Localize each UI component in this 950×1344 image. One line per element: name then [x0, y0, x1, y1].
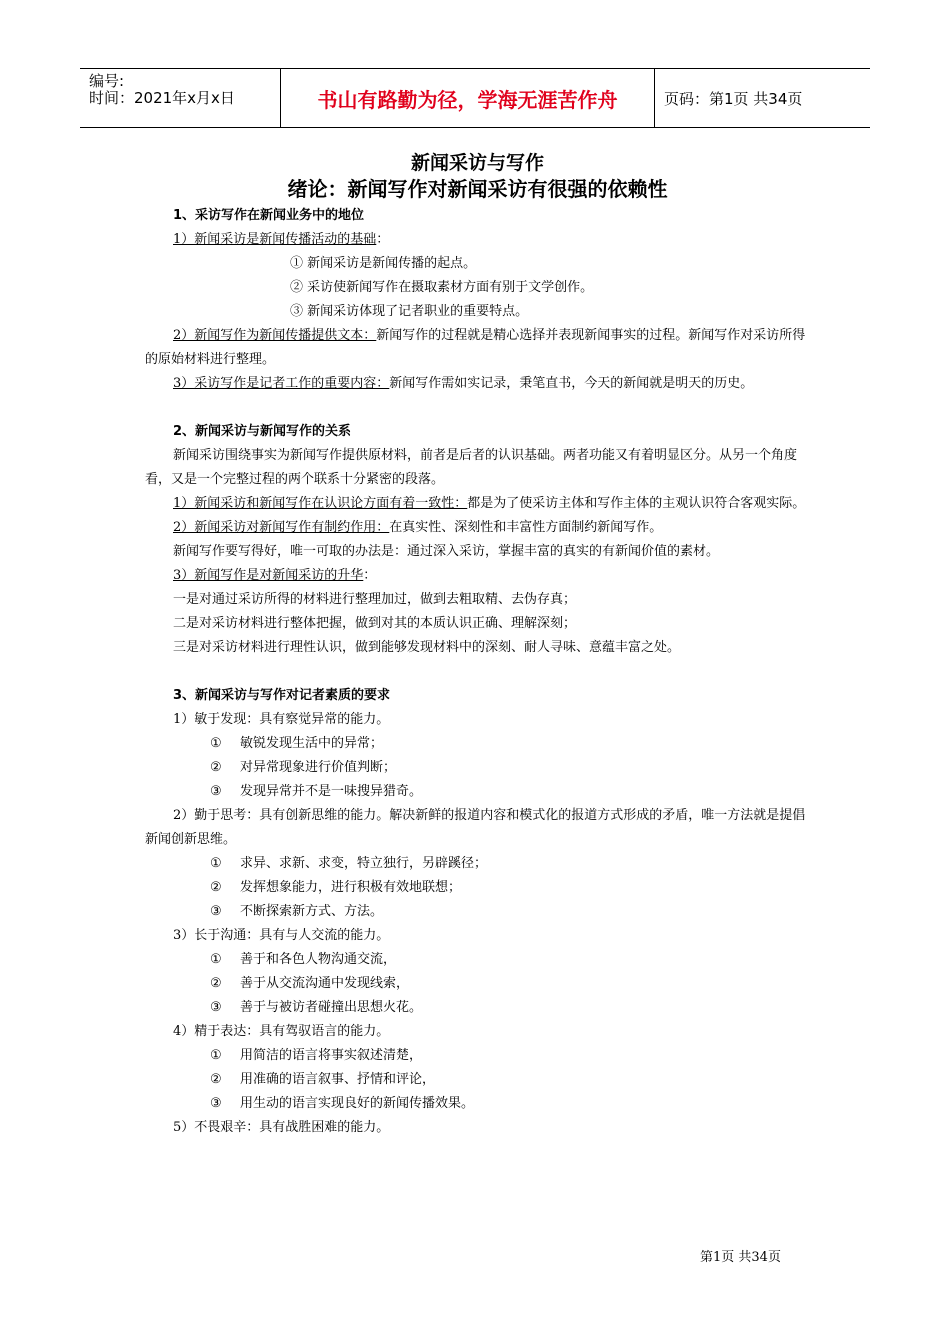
s3-group-item	[145, 972, 810, 996]
section-1-heading: 1、采访写作在新闻业务中的地位	[173, 208, 365, 223]
doc-subtitle: 绪论：新闻写作对新闻采访有很强的依赖性	[287, 177, 668, 201]
header-time-label: 时间：2021年x月x日	[89, 89, 235, 107]
s3-group-title: 1）敏于发现：具有察觉异常的能力。	[173, 712, 390, 727]
doc-title: 新闻采访与写作	[410, 152, 544, 174]
s1-p3	[145, 372, 810, 396]
s2-p2-title: 2）新闻采访对新闻写作有制约作用：	[173, 520, 390, 535]
item-text: 求异、求新、求变，特立独行，另辟蹊径；	[240, 856, 488, 871]
header-meta	[80, 69, 281, 127]
s2-p3-colon: ：	[363, 568, 377, 583]
s2-p1-text: 都是为了使采访主体和写作主体的主观认识符合客观实际。	[467, 496, 806, 511]
s3-group-item	[145, 996, 810, 1020]
header-page-label: 页码：第1页 共34页	[664, 89, 803, 108]
s3-group-item	[145, 876, 810, 900]
s3-group-item	[145, 1092, 810, 1116]
s1-p1-item: ② 采访使新闻写作在摄取素材方面有别于文学创作。	[290, 280, 594, 295]
spacer	[145, 396, 810, 420]
item-text: 用生动的语言实现良好的新闻传播效果。	[240, 1096, 475, 1111]
item-text: 不断探索新方式、方法。	[240, 904, 384, 919]
item-text: 善于与被访者碰撞出思想火花。	[240, 1000, 423, 1015]
s2-p3-title: 3）新闻写作是对新闻采访的升华	[173, 568, 364, 583]
s2-intro: 新闻采访围绕事实为新闻写作提供原材料，前者是后者的认识基础。两者功能又有着明显区分。从另一个角度看，又是一个完整过程的两个联系十分紧密的段落。	[145, 448, 798, 487]
s3-group-item	[145, 948, 810, 972]
item-number: ②	[210, 880, 222, 895]
page-footer: 第1页 共34页	[700, 1250, 781, 1265]
s3-group-item	[145, 756, 810, 780]
item-number: ②	[210, 760, 222, 775]
s2-p3-line: 二是对采访材料进行整体把握，做到对其的本质认识正确、理解深刻；	[173, 616, 577, 631]
item-number: ①	[210, 736, 222, 751]
s2-p3	[145, 564, 810, 588]
header-number-label: 编号:	[89, 72, 125, 90]
s1-p2-text: 新闻写作的过程就是精心选择并表现新闻事实的过程。新闻写作对采访所得的原始材料进行整理。	[145, 328, 806, 367]
s3-group-item	[145, 780, 810, 804]
item-number: ③	[210, 784, 222, 799]
item-text: 善于和各色人物沟通交流，	[240, 952, 397, 967]
s2-p2-extra: 新闻写作要写得好，唯一可取的办法是：通过深入采访，掌握丰富的真实的有新闻价值的素材。	[173, 544, 720, 559]
s3-group-title: 4）精于表达：具有驾驭语言的能力。	[173, 1024, 390, 1039]
item-text: 用准确的语言叙事、抒情和评论，	[240, 1072, 436, 1087]
s3-last: 5）不畏艰辛：具有战胜困难的能力。	[173, 1120, 390, 1135]
s1-p1-item: ① 新闻采访是新闻传播的起点。	[290, 256, 477, 271]
s1-p2-title: 2）新闻写作为新闻传播提供文本：	[173, 328, 377, 343]
document-body	[145, 150, 810, 1140]
s1-p3-text: 新闻写作需如实记录，秉笔直书，今天的新闻就是明天的历史。	[389, 376, 754, 391]
item-text: 善于从交流沟通中发现线索，	[240, 976, 410, 991]
header-motto: 书山有路勤为径，学海无涯苦作舟	[281, 69, 655, 127]
s2-p2	[145, 516, 810, 540]
s1-p2	[145, 324, 810, 372]
s2-p3-line: 三是对采访材料进行理性认识，做到能够发现材料中的深刻、耐人寻味、意蕴丰富之处。	[173, 640, 681, 655]
s1-p3-title: 3）采访写作是记者工作的重要内容：	[173, 376, 390, 391]
section-2-heading: 2、新闻采访与新闻写作的关系	[173, 424, 352, 439]
s3-group-title: 3）长于沟通：具有与人交流的能力。	[173, 928, 390, 943]
item-number: ②	[210, 1072, 222, 1087]
section-3-heading: 3、新闻采访与写作对记者素质的要求	[173, 688, 391, 703]
s1-p1	[145, 228, 810, 252]
item-number: ②	[210, 976, 222, 991]
s1-p1-colon: ：	[376, 232, 390, 247]
s2-p3-line: 一是对通过采访所得的材料进行整理加过，做到去粗取精、去伪存真；	[173, 592, 577, 607]
item-number: ①	[210, 856, 222, 871]
item-number: ①	[210, 952, 222, 967]
document-header	[80, 68, 870, 128]
s3-group-item	[145, 852, 810, 876]
s3-group-item	[145, 1044, 810, 1068]
s2-p2-text: 在真实性、深刻性和丰富性方面制约新闻写作。	[389, 520, 663, 535]
item-number: ③	[210, 904, 222, 919]
item-number: ③	[210, 1000, 222, 1015]
s2-p1-title: 1）新闻采访和新闻写作在认识论方面有着一致性：	[173, 496, 468, 511]
item-text: 对异常现象进行价值判断；	[240, 760, 397, 775]
item-text: 用简洁的语言将事实叙述清楚，	[240, 1048, 423, 1063]
s1-p1-title: 1）新闻采访是新闻传播活动的基础	[173, 232, 377, 247]
item-number: ①	[210, 1048, 222, 1063]
s1-p1-item: ③ 新闻采访体现了记者职业的重要特点。	[290, 304, 529, 319]
s3-group-title: 2）勤于思考：具有创新思维的能力。解决新鲜的报道内容和模式化的报道方式形成的矛盾，唯一方法就是提倡新闻创新思维。	[145, 808, 806, 847]
spacer	[145, 660, 810, 684]
item-number: ③	[210, 1096, 222, 1111]
s3-group-item	[145, 1068, 810, 1092]
s3-group-item	[145, 732, 810, 756]
item-text: 发挥想象能力，进行积极有效地联想；	[240, 880, 462, 895]
s3-group-item	[145, 900, 810, 924]
item-text: 发现异常并不是一味搜异猎奇。	[240, 784, 423, 799]
item-text: 敏锐发现生活中的异常；	[240, 736, 384, 751]
s2-p1	[145, 492, 810, 516]
